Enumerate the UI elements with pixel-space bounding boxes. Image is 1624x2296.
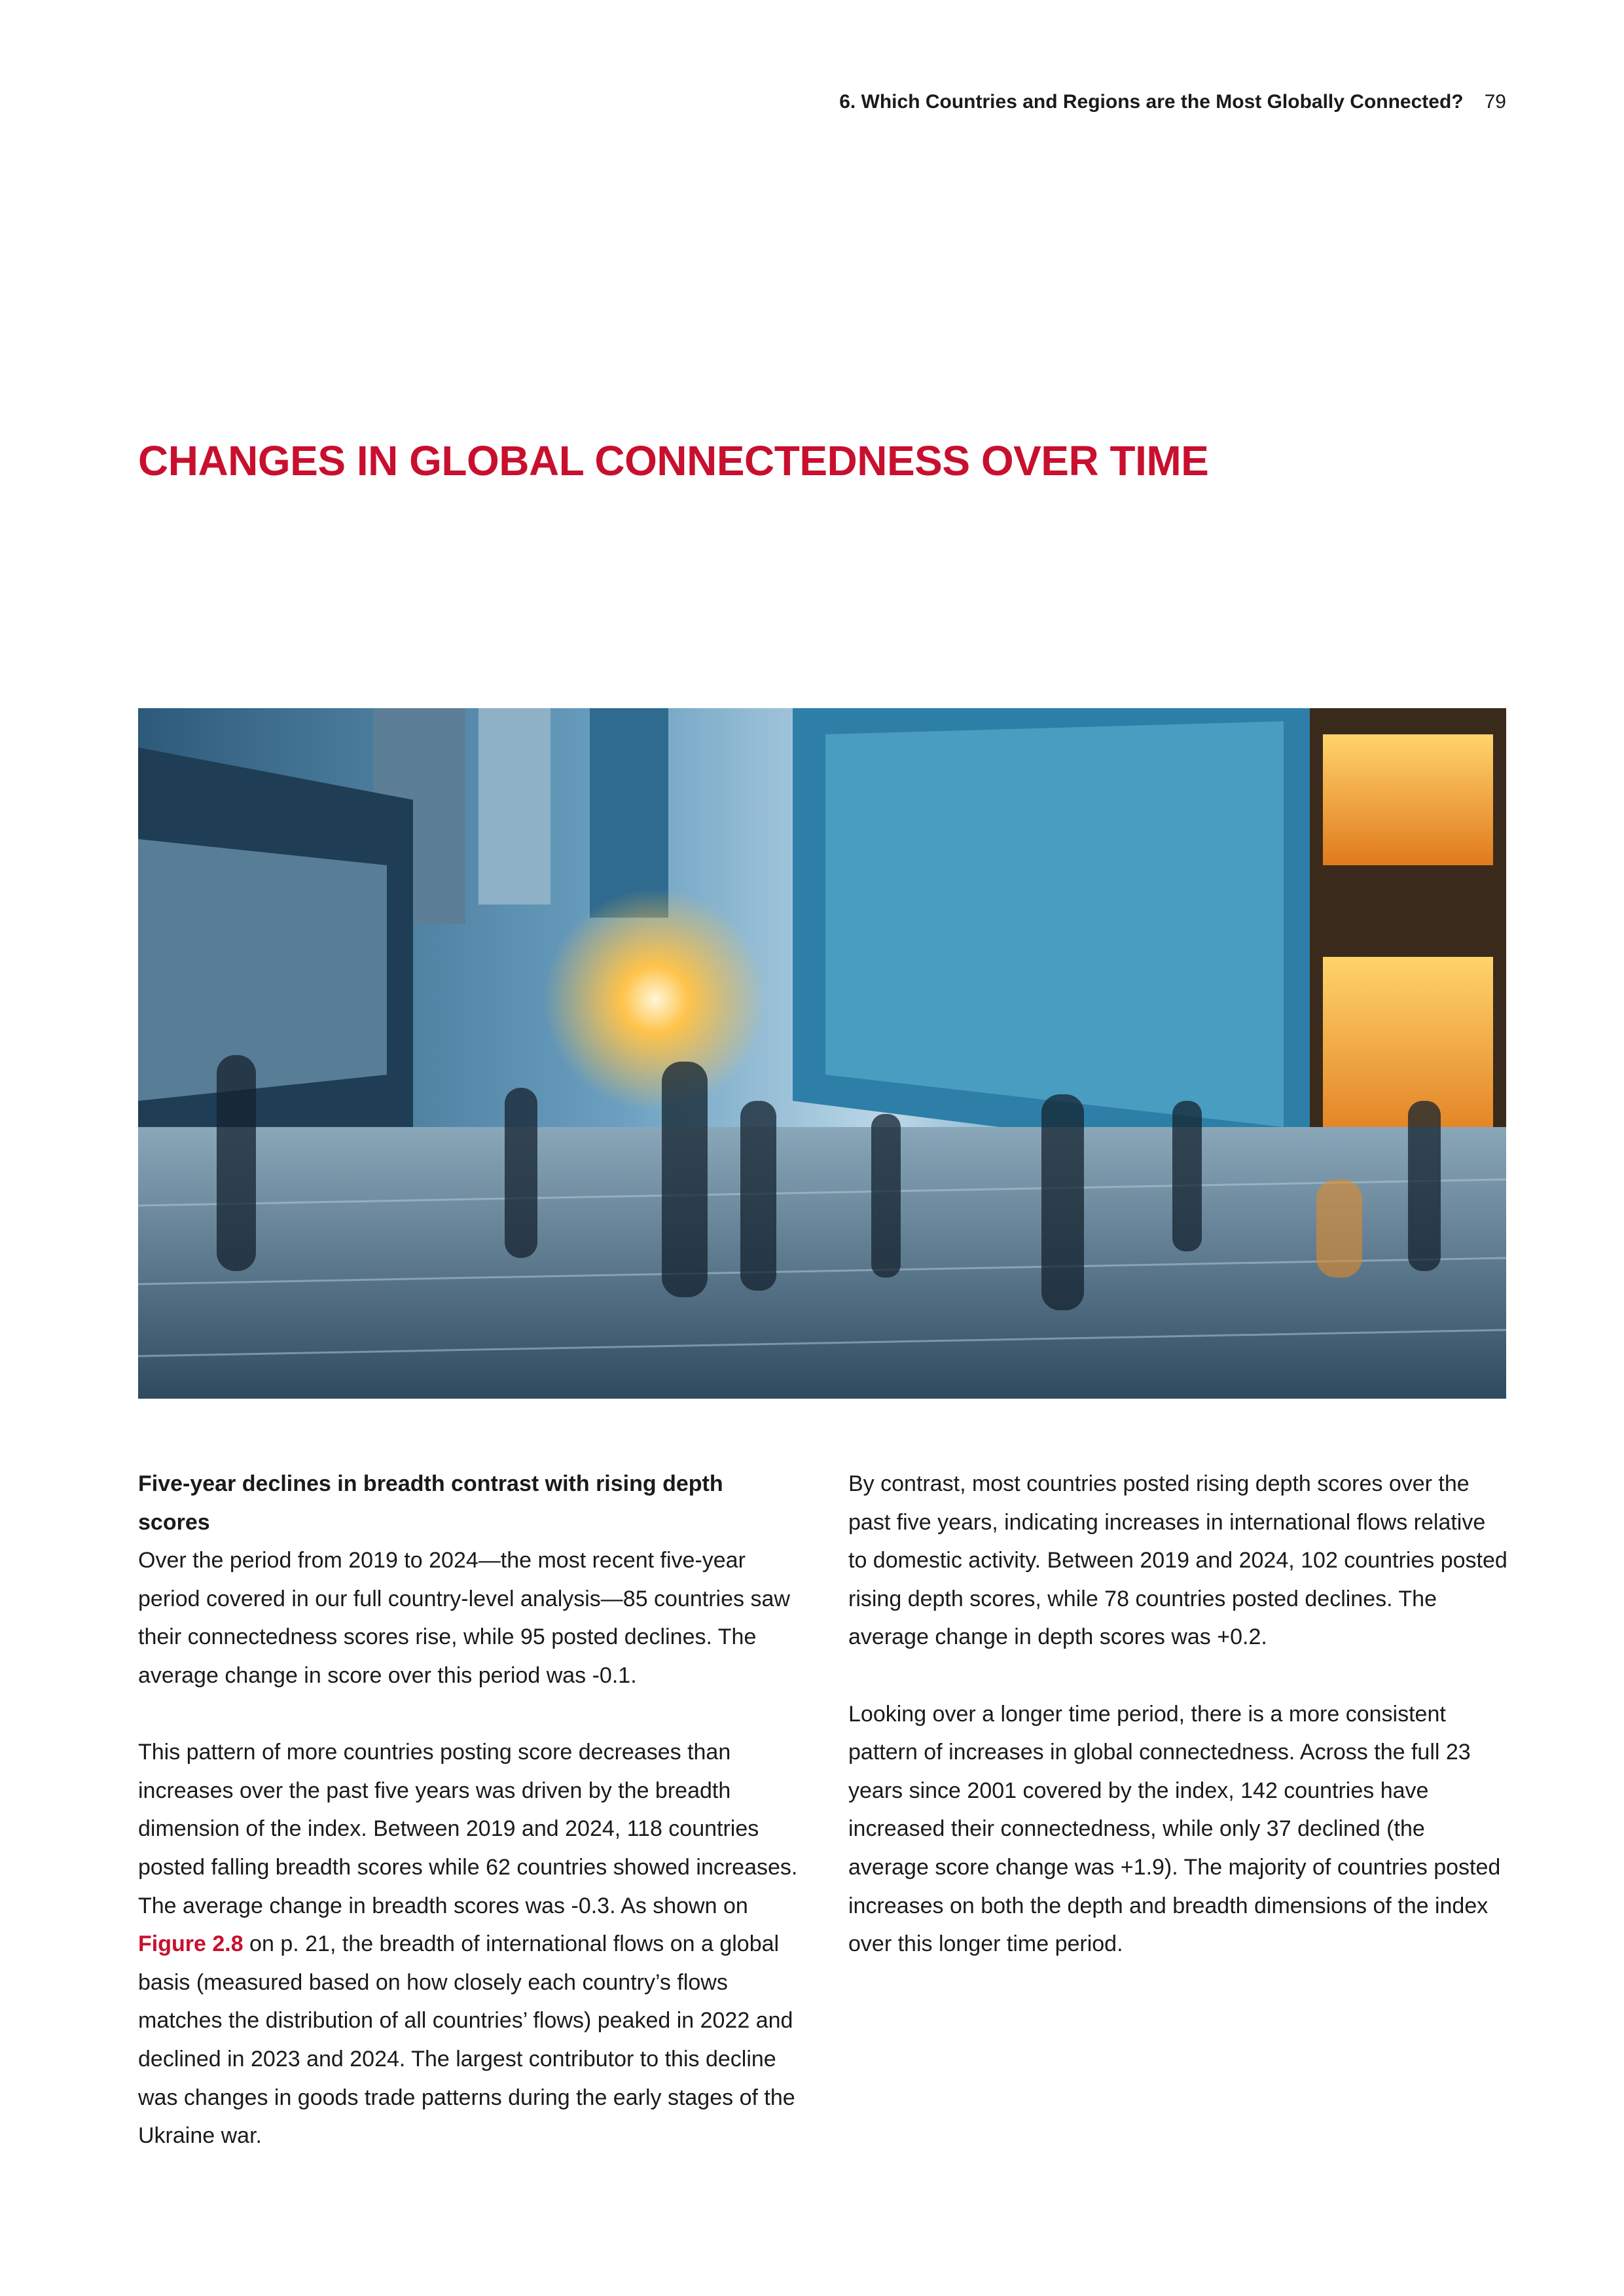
paragraph: By contrast, most countries posted rising depth scores over the past five years, indicating increases in international flows relative to domestic activity. Between 2019 and 2024, 102 countries posted rising depth scores, while 78 countries posted declines. The average change in depth scores was +0.2. [848,1471,1507,1650]
page-number: 79 [1484,91,1506,113]
city-street-photo [138,708,1506,1399]
paragraph: Looking over a longer time period, there is a more consistent pattern of increases in global connectedness. Across the full 23 years since 2001 covered by the index, 142 countries have increased their connectedness, while only 37 declined (the average score change was +1.9). The majority of countries posted increases on both the depth and breadth dimensions of the index over this longer time period. [848,1701,1501,1957]
section-subheading: Five-year declines in breadth contrast with rising depth scores [138,1471,723,1535]
section-title: 6. Which Countries and Regions are the Most Globally Connected? [839,91,1464,113]
right-column [848,1465,1509,2001]
figure-link[interactable]: Figure 2.8 [138,1931,244,1957]
paragraph: Over the period from 2019 to 2024—the most recent five-year period covered in our full country-level analysis—85 countries saw their connectedness scores rise, while 95 posted declines. The average change in score over this period was -0.1. [138,1548,790,1688]
paragraph-text: This pattern of more countries posting score decreases than increases over the past five years was driven by the breadth dimension of the index. Between 2019 and 2024, 118 countries posted falling breadth scores while 62 countries showed increases. The average change in breadth scores was -0.3. As shown on [138,1740,798,1918]
page-title: CHANGES IN GLOBAL CONNECTEDNESS OVER TIME [138,437,1209,484]
paragraph [138,1733,799,2155]
running-header [839,89,1506,115]
photo-illustration [138,708,1506,1399]
left-column [138,1465,799,2193]
paragraph-text: on p. 21, the breadth of international flows on a global basis (measured based on how closely each country’s flows matches the distribution of all countries’ flows) peaked in 2022 and declined in 2023 and 2024. The largest contributor to this decline was changes in goods trade patterns during the early stages of the Ukraine war. [138,1931,795,2149]
